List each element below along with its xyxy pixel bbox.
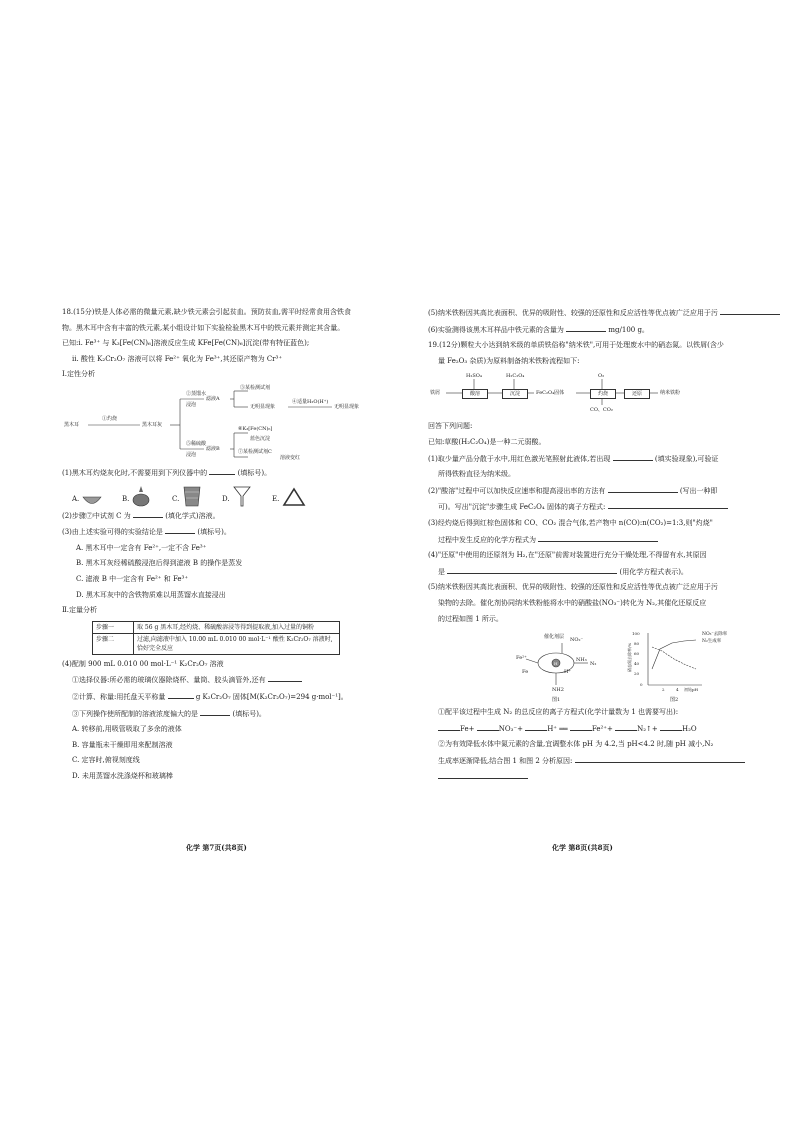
fig2-ytick: 20 [634,671,640,677]
flow2-in1: H₂SO₄ [466,373,482,380]
fig2-ytick: 0 [640,682,643,688]
flow2-in2: H₂C₂O₄ [506,373,525,380]
clay-triangle-icon [281,486,307,508]
r-q5-2-line2-text: 生成率逐渐降低,结合图 1 和图 2 分析原因: [438,756,573,765]
crucible-icon [81,494,103,508]
q6-unit: mg/100 g。 [608,325,649,334]
r-q1-answer-blank[interactable] [613,451,653,461]
step-label: 步骤一 [93,621,134,633]
eq-h2o: H₂O [682,724,697,733]
q2-answer-blank[interactable] [133,508,163,518]
r-q2-equation-blank[interactable] [608,499,728,509]
q4-3-tail: (填标号)。 [232,709,266,718]
right-page-footer: 化学 第8页(共8页) [552,843,613,852]
r-q5: (5)纳米铁粉因其高比表面积、优异的吸附性、较强的还原性和反应活性等优点被广泛应用于污 [428,583,718,592]
option-e-label: E. [272,494,280,503]
beaker-icon [181,484,203,508]
eq-fe2: Fe²⁺+ [591,724,613,733]
flow2-in3: O₂ [598,373,605,380]
r-q5-line3: 的过程如图 1 所示。 [438,614,503,623]
fig2-xtick: 4 [676,687,679,693]
flow2-box-reduce: 还原 [624,389,650,399]
flow-ash: 黑木耳灰 [142,421,163,428]
known-i: 已知:i. Fe³⁺ 与 K₃[Fe(CN)₆]溶液反应生成 KFe[Fe(CN)₆]沉淀(带有特征蓝色); [62,339,310,348]
flow2-out: CO、CO₂ [590,407,613,414]
r-q1-text: (1)取少量产品分散于水中,用红色激光笔照射此液体,若出现 [428,454,611,463]
fig2-legend1: NO₃⁻去除率 [702,632,728,638]
fig2-legend2: N₂生成率 [702,639,722,645]
figures-row [428,629,784,703]
r-q5-2-line2 [428,753,784,770]
fig1-fe: Fe [522,669,529,676]
q3 [62,524,418,541]
option-e-triangle [272,486,322,508]
flow-step6: ⑥K₃[Fe(CN)₆] [238,425,273,432]
flow-filtrate-a: 滤液A [206,395,220,402]
eq-fe: Fe+ [460,724,475,733]
table-row [93,621,340,633]
fig2-ytick: 100 [632,631,640,637]
q4-3 [62,706,418,723]
answer-intro: 回答下列问题: [428,422,473,431]
coef-n2-blank[interactable] [615,721,637,731]
balance-equation [428,721,784,738]
q1-text: (1)黑木耳灼烧灰化时,不需要用到下列仪器中的 [62,468,208,477]
option-c-label: C. [172,494,180,503]
flow-step2: ②蒸馏水 [186,390,207,397]
fig2-ytick: 80 [634,641,640,647]
section-qualitative: Ⅰ.定性分析 [62,370,95,379]
r-q3-line2 [428,532,784,549]
option-b-lamp [122,484,172,508]
flow-step4: ④适量H₂O(H⁺) [292,398,329,405]
flow-step5: ⑤稀硫酸 [186,440,207,447]
q3-option-b: B. 黑木耳灰经稀硫酸浸泡后得到滤液 B 的操作是蒸发 [76,559,243,568]
flow2-start: 铁屑 [430,390,441,397]
q4-option-b: B. 容量瓶未干燥即用来配制溶液 [72,740,173,749]
figure-2-chart [628,629,748,703]
q4-option-d: D. 未用蒸馏水洗涤烧杯和玻璃棒 [72,771,173,780]
r-q5-2-answer-blank[interactable] [575,753,745,763]
flow-step2b: 浸泡 [186,401,197,408]
q2 [62,508,418,525]
right-page [428,305,784,786]
q1-tail: (填标号)。 [237,468,272,477]
r-q2-tail: (写出一种即 [679,486,718,495]
r-q4-answer-blank[interactable] [447,564,617,574]
coef-fe-blank[interactable] [438,721,460,731]
left-page [62,305,418,784]
q4-1-answer-blank[interactable] [268,672,302,682]
q18-line2: 物。黑木耳中含有丰富的铁元素,某小组设计如下实验检验黑木耳中的铁元素并测定其含量。 [62,323,345,332]
coef-h-blank[interactable] [525,721,547,731]
coef-no3-blank[interactable] [477,721,499,731]
q19-line2: 量 Fe₂O₃ 杂质)为原料制备纳米铁粉流程如下: [438,356,580,365]
q19-title: 19.(12分)颗粒大小达到纳米级的单质铁俗称"纳米铁",可用于处理废水中的硝态氮。以铁屑(含少 [428,341,724,350]
r-q3-answer-blank[interactable] [538,532,658,542]
fig2-ytick: 60 [634,651,640,657]
q4-2-text: ②计算、称量:用托盘天平称量 [72,692,166,701]
flow2-mid: FeC₂O₄固体 [536,390,565,397]
eq-no3: NO₃⁻+ [498,724,523,733]
q4-3-text: ③下列操作使所配制的溶液浓度偏大的是 [72,709,198,718]
q4-2-tail: g K₂Cr₂O₇ 固体[M(K₂Cr₂O₇)=294 g·mol⁻¹]。 [195,692,348,701]
flow-step1: ①灼烧 [102,415,118,422]
fig1-h: H [554,661,558,667]
r-q4: (4)"还原"中使用的还原剂为 H₂,在"还原"前需对装置进行充分干燥处理,不得留有水,其原因 [428,551,707,560]
q4-option-a: A. 转移前,用吸管吸取了多余的液体 [72,725,182,734]
q1 [62,465,418,482]
r-q2-line2-text: 可)。写出"沉淀"步骤生成 FeC₂O₄ 固体的离子方程式: [438,503,606,512]
r-q3-line2-text: 过程中发生反应的化学方程式为 [438,535,536,544]
r-q4-line2 [428,564,784,581]
q2-tail: (填化学式)溶液。 [165,511,220,520]
option-a-crucible [72,492,122,508]
step-label: 步骤二 [93,633,134,654]
q3-answer-blank[interactable] [165,524,195,534]
fig1-no2: NO₂⁻ [570,637,584,644]
fig2-caption: 图2 [670,697,679,704]
fig2-ytick: 40 [634,661,640,667]
step-content: 取 56 g 黑木耳,经灼烧、稀硫酸溶浸等得到提取液,加入过量的铜粉 [134,621,340,633]
fig1-caption: 图1 [552,697,561,704]
q5-answer-blank[interactable] [720,305,780,315]
r-q4-line2-text: 是 [438,567,445,576]
flow-filtrate-b: 滤液B [206,445,220,452]
q4-1 [62,672,418,689]
q4-option-c: C. 定容时,俯视刻度线 [72,756,140,765]
flow-result-a2: 无明显现象 [334,403,360,410]
flow-start: 黑木耳 [64,421,80,428]
coef-fe2-blank[interactable] [570,721,592,731]
flow2-box-precip: 沉淀 [502,389,528,399]
flow-step3: ③某检测试剂 [240,384,271,391]
r-q5-2-answer-blank-2[interactable] [438,769,528,779]
fig2-ylabel: 硝态氮去除率/% [627,642,632,673]
q6-answer-blank[interactable] [566,322,606,332]
funnel-icon [232,484,252,508]
option-b-label: B. [122,494,130,503]
q4-2-answer-blank[interactable] [168,689,194,699]
left-page-footer: 化学 第7页(共8页) [186,843,247,852]
eq-n2: N₂↑+ [637,724,658,733]
flowchart-2 [428,371,784,415]
r-q1-tail: (填实验现象),可验证 [654,454,719,463]
q6-text: (6)实验测得该黑木耳样品中铁元素的含量为 [428,325,564,334]
r-q2-text: (2)"酸溶"过程中可以加快反应速率和提高浸出率的方法有 [428,486,606,495]
flow-result-b2: 溶液变红 [280,454,301,461]
r-q2-answer-blank[interactable] [608,483,678,493]
flow2-box-burn: 灼烧 [590,389,616,399]
r-q5-line2: 染物的去除。催化剂协同纳米铁粉能将水中的硝酸盐(NO₃⁻)转化为 N₂,其催化还原反应 [438,598,707,607]
apparatus-options [72,482,418,508]
known-ii: ii. 酸性 K₂Cr₂O₇ 溶液可以将 Fe²⁺ 氧化为 Fe³⁺,其还原产物为 Cr³⁺ [72,354,283,363]
q6 [428,322,784,339]
flow2-end: 纳米铁粉 [660,390,681,397]
r-q5-1: ①配平该过程中生成 N₂ 的总反应的离子方程式(化学计量数为 1 也需要写出): [438,708,679,717]
fig1-nh3: NH₃ [576,657,587,664]
known-oxalic: 已知:草酸(H₂C₂O₄)是一种二元弱酸。 [428,437,546,446]
q2-text: (2)步骤⑦中试剂 C 为 [62,511,131,520]
fig2-xtick: 2 [662,687,665,693]
q4-3-answer-blank[interactable] [200,706,230,716]
q18-title: 18.(15分)铁是人体必需的微量元素,缺少铁元素会引起贫血。预防贫血,需平时经常食用含铁食 [62,308,351,316]
r-q2 [428,483,784,500]
eq-h: H⁺ ══ [547,724,568,733]
q4-1-text: ①选择仪器:所必需的玻璃仪器除烧杯、量筒、胶头滴管外,还有 [72,676,266,685]
option-d-label: D. [222,494,230,503]
step-content: 过滤,向滤液中加入 10.00 mL 0.010 00 mol·L⁻¹ 酸性 K₂Cr₂O₇ 溶液时,恰好完全反应 [134,633,340,654]
fig1-n2: N₂ [590,661,597,668]
r-q1-line2: 所得铁粉直径为纳米级。 [438,470,515,479]
r-q1 [428,451,784,468]
flow-result-b: 蓝色沉淀 [250,435,271,442]
fig1-nh2: NH2 [552,687,564,694]
q4-2 [62,689,418,706]
fig1-fe2: Fe²⁺ [516,655,527,662]
q4: (4)配制 900 mL 0.010 00 mol·L⁻¹ K₂Cr₂O₇ 溶液 [62,659,224,668]
coef-h2o-blank[interactable] [660,721,682,731]
fig1-catalyst: 催化剂层 [544,634,565,641]
r-q4-line2-tail: (用化学方程式表示)。 [619,567,688,576]
steps-table [92,621,340,655]
q3-text: (3)由上述实验可得的实验结论是 [62,528,163,537]
q3-option-d: D. 黑木耳灰中的含铁物质难以用蒸馏水直接浸出 [76,590,226,599]
section-quantitative: Ⅱ.定量分析 [62,606,97,615]
q3-option-c: C. 滤液 B 中一定含有 Fe²⁺ 和 Fe³⁺ [76,574,189,583]
r-q3: (3)经灼烧后得到红棕色固体和 CO、CO₂ 混合气体,若产物中 n(CO):n(CO₂)=1:3,则"灼烧" [428,518,713,527]
r-q5-2-line3 [428,769,784,786]
table-row [93,633,340,654]
q5-text: (5)纳米铁粉因其高比表面积、优异的吸附性、较强的还原性和反应活性等优点被广泛应用于污 [428,309,718,317]
fig1-hplus: H⁺ [564,669,571,676]
q1-answer-blank[interactable] [209,465,235,475]
option-d-funnel [222,484,272,508]
q3-option-a: A. 黑木耳中一定含有 Fe²⁺,一定不含 Fe³⁺ [76,543,207,552]
option-a-label: A. [72,494,80,503]
alcohol-lamp-icon [131,484,151,508]
flow2-box-acid: 酸溶 [462,389,488,399]
q5 [428,305,784,322]
flow-step7: ⑦某检测试剂C [238,448,272,455]
q3-tail: (填标号)。 [197,528,231,537]
r-q2-line2 [428,499,784,516]
flow-result-a: 无明显现象 [250,403,276,410]
r-q5-2: ②为有效降低水体中氮元素的含量,宜调整水体 pH 为 4.2,当 pH<4.2 时,随 pH 减小,N₂ [438,740,714,749]
fig2-xlabel: 初始pH [684,687,699,693]
option-c-beaker [172,484,222,508]
figure-1-diagram [516,629,626,703]
flowchart-1 [62,385,418,461]
flow-step5b: 浸泡 [186,451,197,458]
